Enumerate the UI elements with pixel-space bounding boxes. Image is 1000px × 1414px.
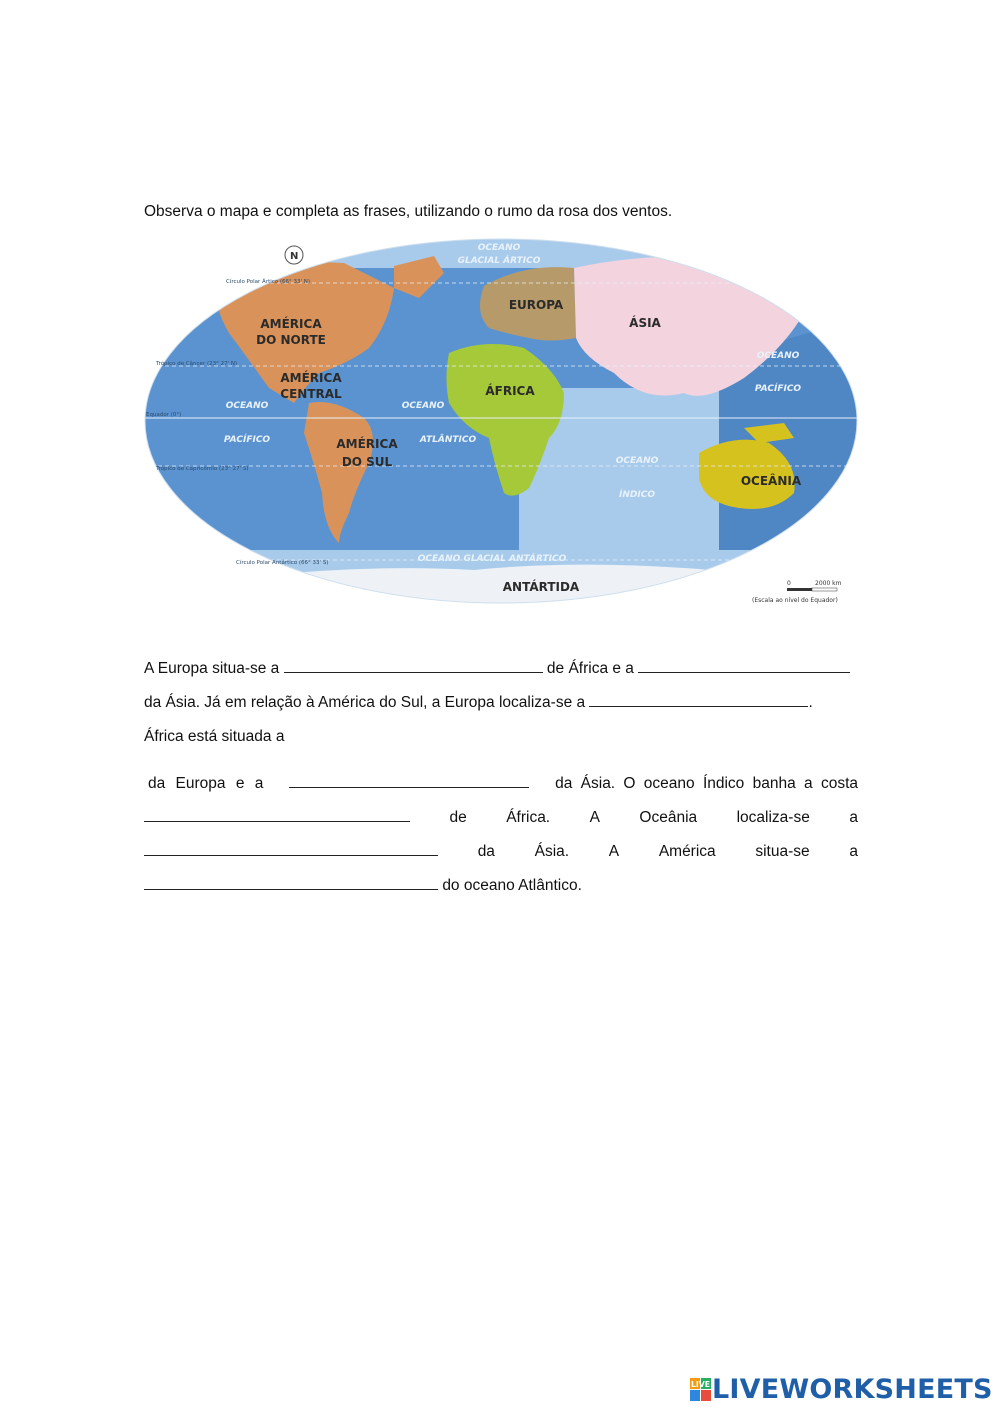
label-america-sul-1: AMÉRICA <box>336 437 398 451</box>
label-america-norte-2: DO NORTE <box>256 333 326 347</box>
label-atlantico-1: OCEANO <box>401 401 445 411</box>
p2-l2-w3: Oceânia <box>639 809 698 826</box>
label-america-central-2: CENTRAL <box>280 387 342 401</box>
blank-input-5[interactable] <box>144 807 410 822</box>
p2-l2-w0: de <box>449 809 467 826</box>
label-europa: EUROPA <box>508 298 564 312</box>
world-map <box>144 238 862 604</box>
liveworksheets-logo[interactable] <box>690 1374 993 1405</box>
label-tropico-cancer: Trópico de Câncer (23° 27' N) <box>156 361 238 367</box>
p2-l3-w4: situa-se <box>755 843 810 860</box>
p2-l3-w3: América <box>658 843 716 860</box>
instruction-text: Observa o mapa e completa as frases, utilizando o rumo da rosa dos ventos. <box>144 203 673 220</box>
label-america-norte-1: AMÉRICA <box>260 317 322 331</box>
paragraph-1 <box>144 652 858 754</box>
label-oceano-artico-1: OCEANO <box>477 243 521 253</box>
label-antartida: ANTÁRTIDA <box>502 580 580 594</box>
label-pacifico-e-2: PACÍFICO <box>754 384 802 394</box>
blank-input-3[interactable] <box>589 692 808 707</box>
p2-l2-w1: África. <box>506 809 551 826</box>
label-pacifico-w-1: OCEANO <box>225 401 269 411</box>
p2-text-2: da Ásia. O oceano Índico banha a costa <box>555 775 858 792</box>
svg-text:N: N <box>290 251 299 262</box>
p1-text-1: A Europa situa-se a <box>144 660 280 677</box>
paragraph-2 <box>144 767 858 903</box>
svg-text:(Escala ao nível do Equador): (Escala ao nível do Equador) <box>752 597 838 604</box>
label-africa: ÁFRICA <box>485 384 535 398</box>
p2-text-1: da Europa e a <box>148 775 264 792</box>
svg-text:2000 km: 2000 km <box>815 580 842 587</box>
label-asia: ÁSIA <box>629 316 661 330</box>
p1-text-2: de África e a <box>546 660 634 677</box>
p2-l3-w5: a <box>849 843 858 860</box>
label-circulo-polar-artico: Círculo Polar Ártico (66° 33' N) <box>226 279 311 285</box>
p2-l2-w4: localiza-se <box>736 809 810 826</box>
blank-input-2[interactable] <box>638 658 850 673</box>
p2-l3-w0: da <box>477 843 495 860</box>
p2-l3-w2: A <box>608 843 620 860</box>
label-pacifico-w-2: PACÍFICO <box>223 435 271 445</box>
label-circulo-polar-antartico: Círculo Polar Antártico (66° 33' S) <box>236 560 329 566</box>
label-tropico-capricornio: Trópico de Capricórnio (23° 27' S) <box>156 466 249 472</box>
label-atlantico-2: ATLÂNTICO <box>419 435 477 445</box>
label-pacifico-e-1: OCEANO <box>756 351 800 361</box>
label-america-sul-2: DO SUL <box>341 455 393 469</box>
label-oceano-artico-2: GLACIAL ÁRTICO <box>457 256 541 266</box>
p1-text-3: da Ásia. Já em relação à América do Sul, a Europa localiza-se a <box>144 694 586 711</box>
p1-text-4: . <box>808 694 813 711</box>
p2-l2-w5: a <box>849 809 858 826</box>
p2-l3-w1: Ásia. <box>534 843 570 860</box>
logo-text: LIVEWORKSHEETS <box>712 1374 993 1405</box>
label-equador: Equador (0°) <box>146 412 182 418</box>
blank-input-4[interactable] <box>289 773 529 788</box>
logo-small-text: LIVE <box>691 1379 710 1389</box>
blank-input-6[interactable] <box>144 841 438 856</box>
blank-input-1[interactable] <box>284 658 543 673</box>
label-america-central-1: AMÉRICA <box>280 371 342 385</box>
label-indico-2: ÍNDICO <box>619 490 655 500</box>
svg-text:0: 0 <box>787 580 791 587</box>
p1-text-5: África está situada a <box>144 728 285 745</box>
scale-bar <box>752 580 842 604</box>
label-indico-1: OCEANO <box>615 456 659 466</box>
p2-text-end: do oceano Atlântico. <box>442 877 582 894</box>
blank-input-7[interactable] <box>144 875 438 890</box>
p2-l2-w2: A <box>589 809 600 826</box>
liveworksheets-logo-icon <box>690 1377 712 1403</box>
label-oceania: OCEÂNIA <box>740 474 802 488</box>
label-glacial-antartico: OCEANO GLACIAL ANTÁRTICO <box>417 554 567 564</box>
